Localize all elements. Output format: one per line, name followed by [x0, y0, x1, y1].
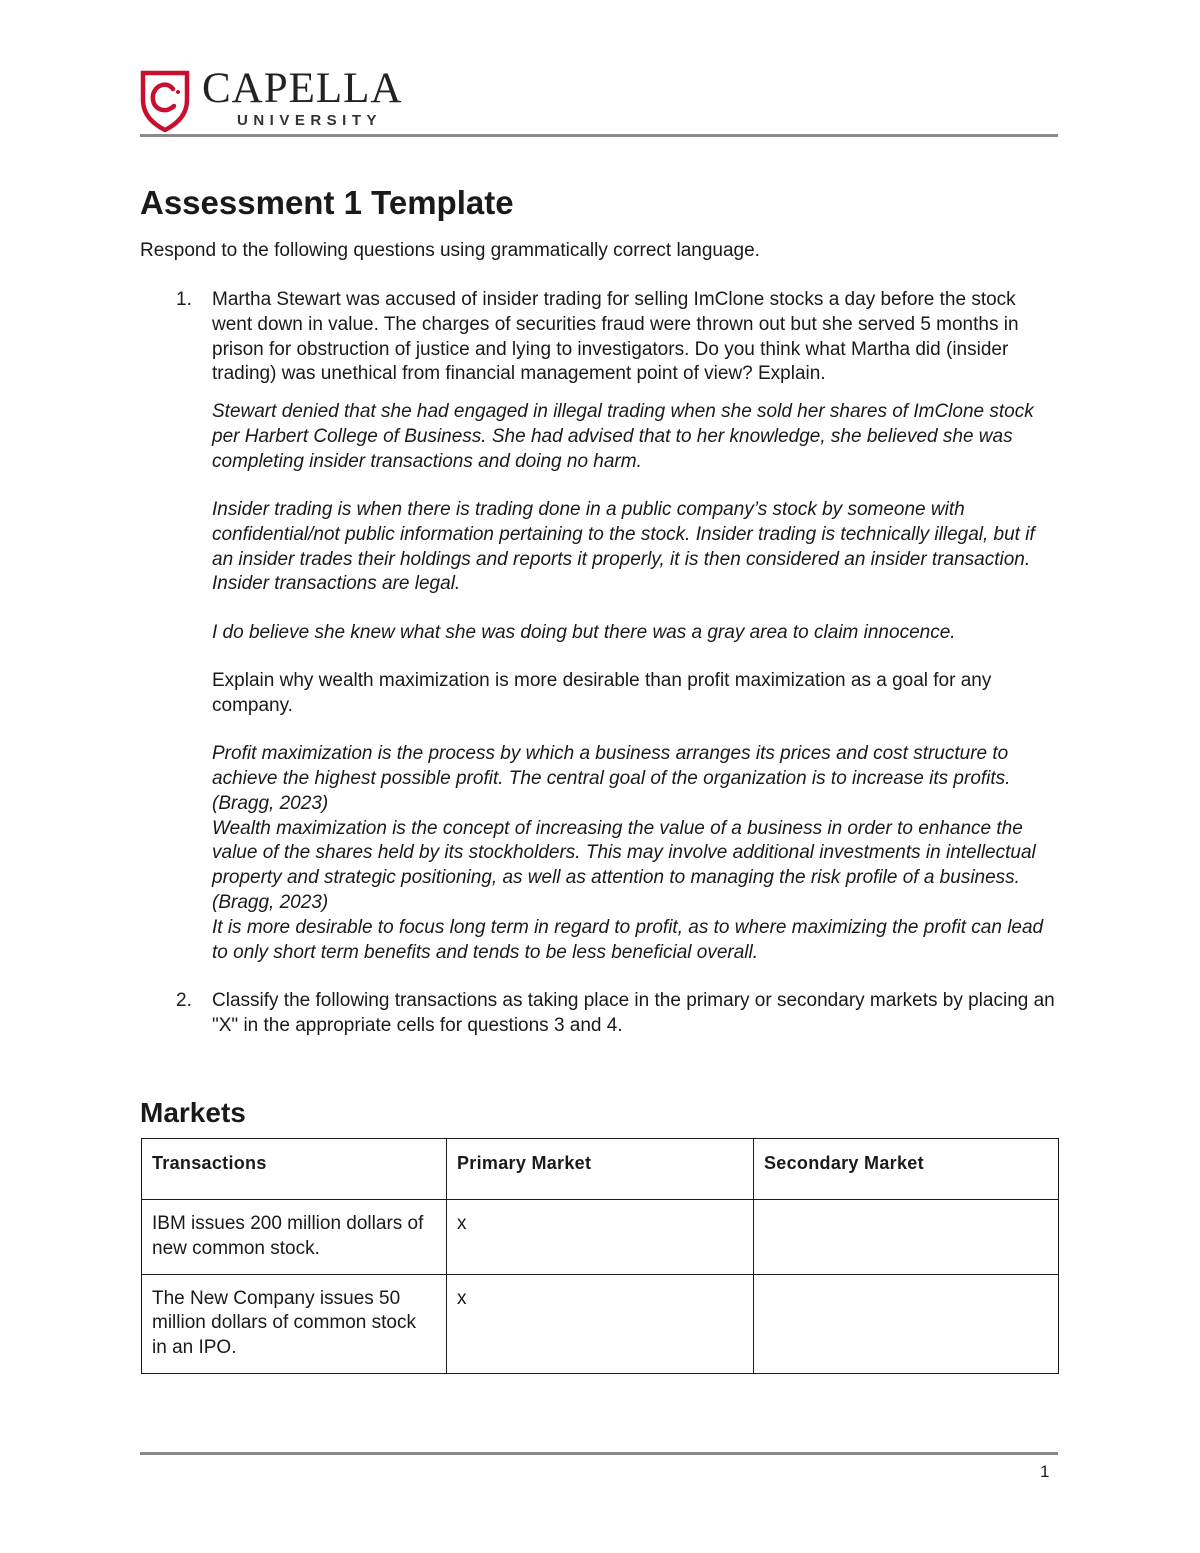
- table-row: [142, 1274, 1059, 1373]
- answer-paragraph: I do believe she knew what she was doing but there was a gray area to claim innocence.: [212, 621, 956, 643]
- answer-paragraph: Insider trading is when there is trading done in a public company’s stock by someone with confidential/not public information pertaining to the stock. Insider trading is technically illegal, but if an insider trades their holdings and reports it properly, it is then considered an insider transaction. Insider transactions are legal.: [212, 499, 1035, 595]
- brand-subtitle: UNIVERSITY: [237, 112, 383, 129]
- table-cell: The New Company issues 50 million dollars of common stock in an IPO.: [142, 1274, 447, 1373]
- question-2: [140, 989, 1060, 1039]
- table-cell: IBM issues 200 million dollars of new common stock.: [142, 1200, 447, 1275]
- question-text: Martha Stewart was accused of insider trading for selling ImClone stocks a day before the stock went down in value. The charges of securities fraud were thrown out but she served 5 months in prison for obstruction of justice and lying to investigators. Do you think what Martha did (insider trading) was unethical from financial management point of view? Explain.: [212, 289, 1019, 385]
- page-number: 1: [1040, 1462, 1050, 1481]
- table-cell: [754, 1200, 1059, 1275]
- question-number: 1.: [176, 289, 192, 310]
- markets-table: [141, 1138, 1059, 1374]
- column-header: Secondary Market: [754, 1139, 1059, 1200]
- answer-paragraph: Profit maximization is the process by which a business arranges its prices and cost structure to achieve the highest possible profit. The central goal of the organization is to increase its profits. (Bragg, 2023): [212, 743, 1011, 814]
- question-1: [140, 288, 1060, 965]
- answer-paragraph: Wealth maximization is the concept of increasing the value of a business in order to enhance the value of the shares held by its stockholders. This may involve additional investments in intellectual property and strategic positioning, as well as attention to managing the risk profile of a business. (Bragg, 2023): [212, 817, 1036, 913]
- question-text: Explain why wealth maximization is more desirable than profit maximization as a goal for any company.: [212, 670, 992, 716]
- table-cell: [754, 1274, 1059, 1373]
- page-header: [140, 66, 1060, 138]
- section-heading: Markets: [140, 1097, 246, 1128]
- table-header-row: [142, 1139, 1059, 1200]
- table-row: [142, 1200, 1059, 1275]
- questions: [140, 288, 1060, 1038]
- column-header: Primary Market: [447, 1139, 754, 1200]
- page-title: Assessment 1 Template: [140, 184, 514, 221]
- intro-text: Respond to the following questions using grammatically correct language.: [140, 240, 760, 261]
- column-header: Transactions: [142, 1139, 447, 1200]
- answer-paragraph: It is more desirable to focus long term in regard to profit, as to where maximizing the profit can lead to only short term benefits and tends to be less beneficial overall.: [212, 916, 1044, 963]
- brand-name: CAPELLA: [202, 65, 403, 112]
- answer-paragraph: Stewart denied that she had engaged in illegal trading when she sold her shares of ImClone stock per Harbert College of Business. She had advised that to her knowledge, she believed she was completing insider transactions and doing no harm.: [212, 401, 1034, 472]
- footer-divider: [140, 1452, 1058, 1455]
- capella-shield-icon: [140, 70, 190, 132]
- header-divider: [140, 134, 1058, 137]
- question-text: Classify the following transactions as taking place in the primary or secondary markets by placing an "X" in the appropriate cells for questions 3 and 4.: [212, 989, 1055, 1036]
- table-cell: x: [447, 1274, 754, 1373]
- table-cell: x: [447, 1200, 754, 1275]
- question-number: 2.: [176, 989, 192, 1011]
